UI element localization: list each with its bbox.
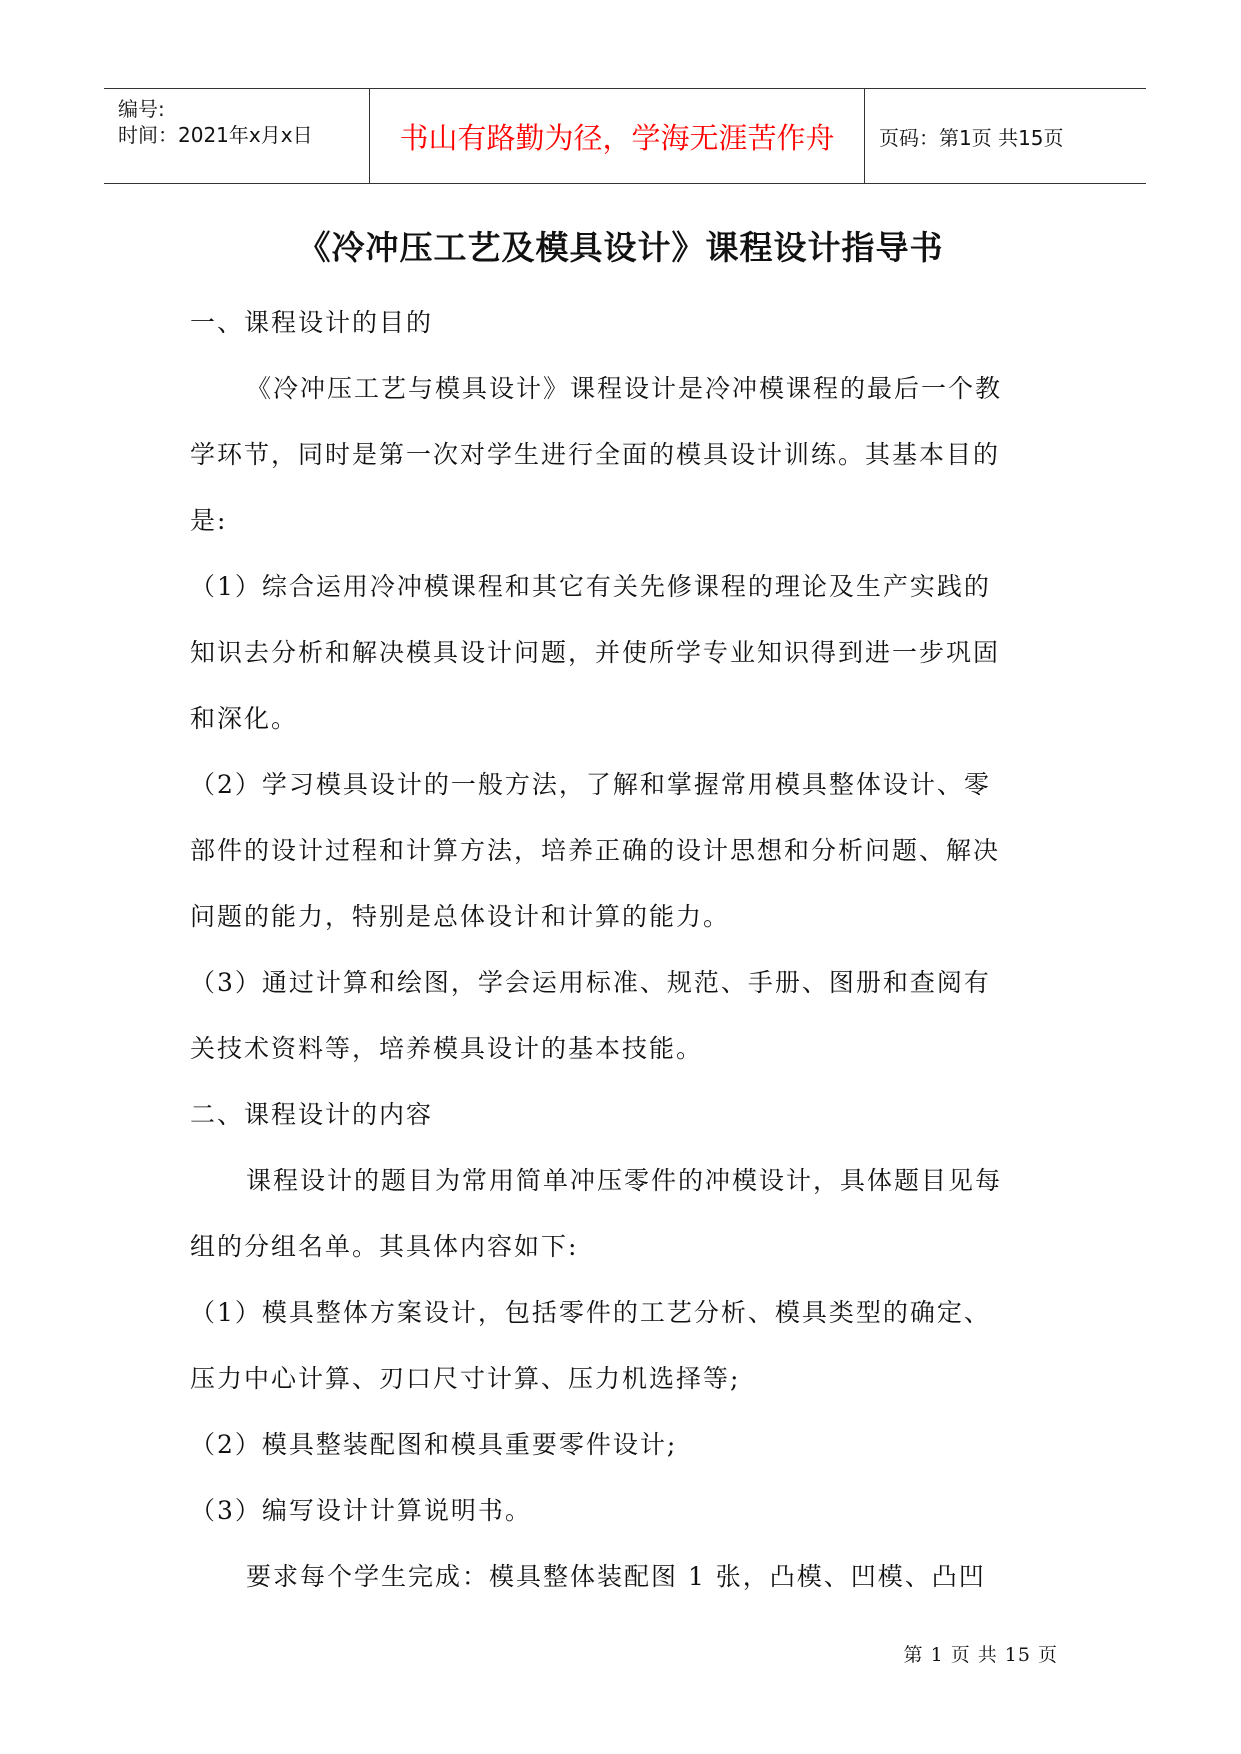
paragraph-line: 要求每个学生完成：模具整体装配图 1 张，凸模、凹模、凸凹 <box>246 1562 986 1591</box>
list-item-line: （3）通过计算和绘图，学会运用标准、规范、手册、图册和查阅有 <box>190 968 991 997</box>
header-motto-cell <box>369 89 865 183</box>
time-label: 时间：2021年x月x日 <box>118 123 313 147</box>
list-item-line: 和深化。 <box>190 704 299 733</box>
serial-number-label: 编号: <box>118 97 165 121</box>
list-item-line: 压力中心计算、刃口尺寸计算、压力机选择等; <box>190 1364 741 1393</box>
paragraph-line: 学环节，同时是第一次对学生进行全面的模具设计训练。其基本目的 <box>190 440 1001 469</box>
document-body <box>190 290 1065 1610</box>
list-item-line: 部件的设计过程和计算方法，培养正确的设计思想和分析问题、解决 <box>190 836 1001 865</box>
document-title: 《冷冲压工艺及模具设计》课程设计指导书 <box>297 228 944 267</box>
header-left-cell <box>104 89 369 183</box>
section-heading-purpose: 一、课程设计的目的 <box>190 308 434 337</box>
paragraph-line: 《冷冲压工艺与模具设计》课程设计是冷冲模课程的最后一个教 <box>246 374 1003 403</box>
paragraph-line: 课程设计的题目为常用简单冲压零件的冲模设计，具体题目见每 <box>246 1166 1003 1195</box>
page-header <box>104 88 1146 184</box>
list-item-line: （1）模具整体方案设计，包括零件的工艺分析、模具类型的确定、 <box>190 1298 991 1327</box>
list-item-line: 关技术资料等，培养模具设计的基本技能。 <box>190 1034 704 1063</box>
header-page-cell <box>865 89 1146 183</box>
list-item-line: （1）综合运用冷冲模课程和其它有关先修课程的理论及生产实践的 <box>190 572 991 601</box>
page-number-label: 页码：第1页 共15页 <box>879 125 1064 150</box>
paragraph-line: 组的分组名单。其具体内容如下: <box>190 1232 579 1261</box>
list-item-line: （2）模具整装配图和模具重要零件设计; <box>190 1430 678 1459</box>
page-footer: 第 1 页 共 15 页 <box>903 1644 1058 1666</box>
motto-text: 书山有路勤为径，学海无涯苦作舟 <box>399 120 835 155</box>
list-item-line: （3）编写设计计算说明书。 <box>190 1496 532 1525</box>
list-item-line: （2）学习模具设计的一般方法，了解和掌握常用模具整体设计、零 <box>190 770 991 799</box>
list-item-line: 知识去分析和解决模具设计问题，并使所学专业知识得到进一步巩固 <box>190 638 1001 667</box>
paragraph-line: 是: <box>190 506 228 535</box>
section-heading-content: 二、课程设计的内容 <box>190 1100 434 1129</box>
list-item-line: 问题的能力，特别是总体设计和计算的能力。 <box>190 902 731 931</box>
